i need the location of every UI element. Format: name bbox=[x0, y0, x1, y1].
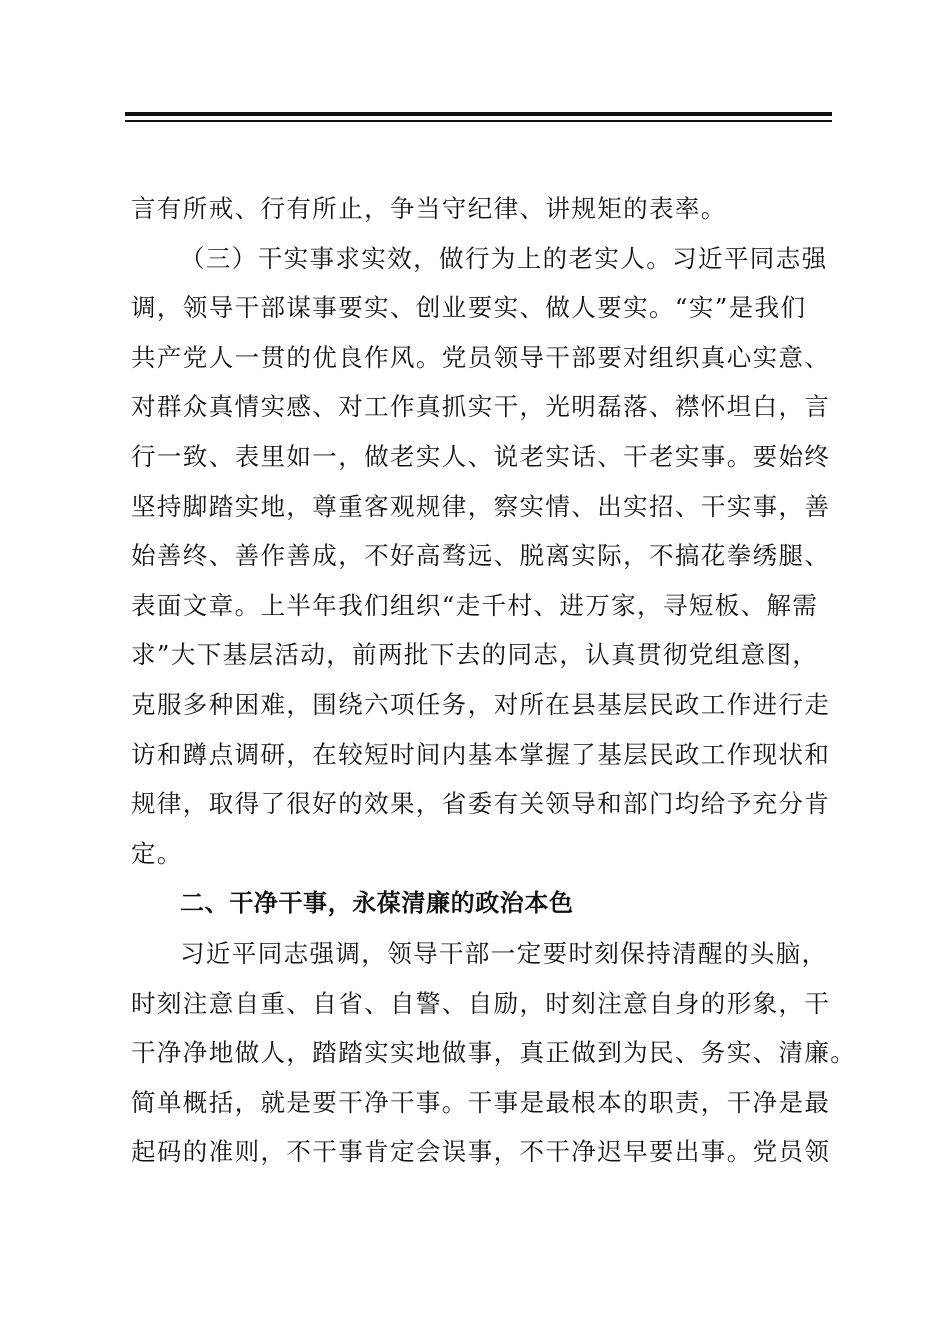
text-line: 访和蹲点调研，在较短时间内基本掌握了基层民政工作现状和 bbox=[131, 739, 831, 769]
text-line: 求”大下基层活动，前两批下去的同志，认真贯彻党组意图， bbox=[131, 640, 819, 670]
text-line: 对群众真情实感、对工作真抓实干，光明磊落、襟怀坦白，言 bbox=[131, 392, 831, 422]
text-line: 言有所戒、行有所止，争当守纪律、讲规矩的表率。 bbox=[131, 194, 727, 223]
text-line: 行一致、表里如一，做老实人、说老实话、干老实事。要始终 bbox=[131, 441, 831, 471]
text-line: 起码的准则，不干事肯定会误事，不干净迟早要出事。党员领 bbox=[131, 1137, 831, 1167]
paragraph-first-line: 习近平同志强调，领导干部一定要时刻保持清醒的头脑， bbox=[180, 938, 828, 968]
text-line: 坚持脚踏实地，尊重客观规律，察实情、出实招、干实事，善 bbox=[131, 491, 831, 521]
text-line: 简单概括，就是要干净干事。干事是最根本的职责，干净是最 bbox=[131, 1087, 831, 1117]
text-line: 干净净地做人，踏踏实实地做事，真正做到为民、务实、清廉。 bbox=[131, 1038, 857, 1068]
text-line: 共产党人一贯的优良作风。党员领导干部要对组织真心实意、 bbox=[131, 342, 831, 372]
text-line: 规律，取得了很好的效果，省委有关领导和部门均给予充分肯 bbox=[131, 789, 831, 819]
text-line: 始善终、善作善成，不好高骛远、脱离实际，不搞花拳绣腿、 bbox=[131, 541, 831, 571]
header-double-rule-bottom bbox=[125, 120, 832, 122]
text-line: 克服多种困难，围绕六项任务，对所在县基层民政工作进行走 bbox=[131, 689, 831, 719]
section-heading: 二、干净干事，永葆清廉的政治本色 bbox=[180, 889, 574, 918]
text-line: 调，领导干部谋事要实、创业要实、做人要实。“实”是我们 bbox=[131, 293, 807, 323]
section-subheading-line: （三）干实事求实效，做行为上的老实人。习近平同志强 bbox=[180, 243, 828, 273]
text-line: 表面文章。上半年我们组织“走千村、进万家，寻短板、解需 bbox=[131, 590, 819, 620]
text-line: 时刻注意自重、自省、自警、自励，时刻注意自身的形象，干 bbox=[131, 988, 831, 1018]
body-text bbox=[131, 184, 857, 1177]
text-line: 定。 bbox=[131, 838, 183, 868]
header-double-rule-top bbox=[125, 112, 832, 116]
